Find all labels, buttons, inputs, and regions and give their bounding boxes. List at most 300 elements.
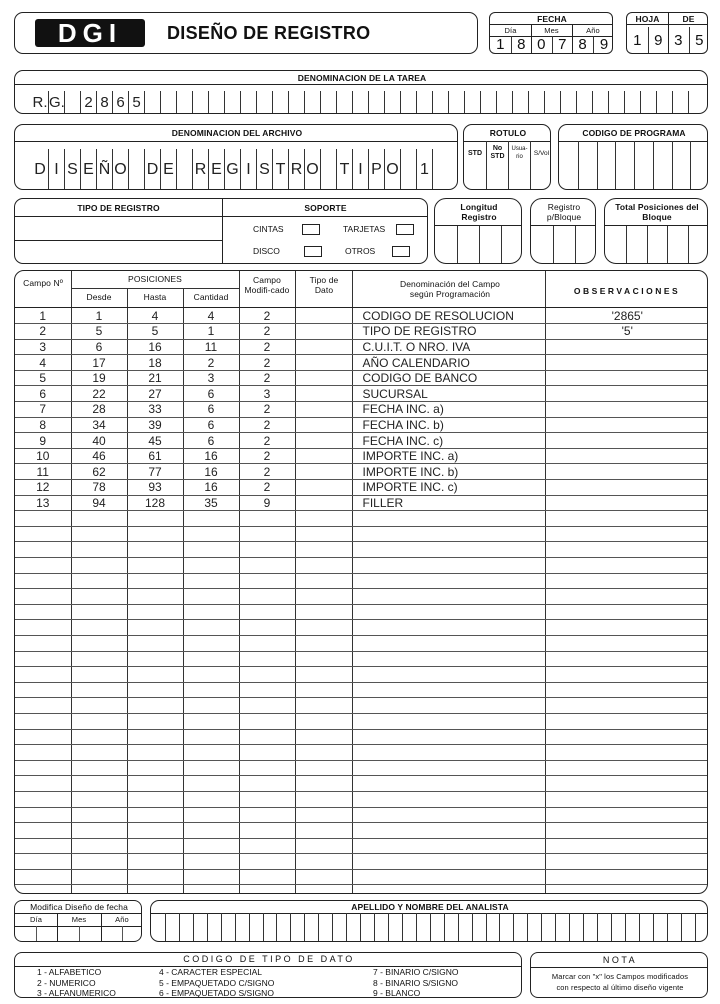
tarea-char-cell[interactable] [224,91,240,114]
tarea-char-cell[interactable] [240,91,256,114]
cell-hasta [127,791,183,807]
cell-campo: 8 [15,417,71,433]
cell-den [352,667,545,683]
tarea-char-cell[interactable] [608,91,624,114]
tarea-char-cell[interactable] [432,91,448,114]
cell-campo [15,526,71,542]
cell-campo [15,667,71,683]
archivo-char-cell[interactable]: 1 [416,149,432,190]
analista-char-cell[interactable] [221,913,235,942]
table-row [15,542,708,558]
rotulo-cols: STD No STD Usua-rio S/Vol [464,141,551,190]
cell-cantidad: 11 [183,339,239,355]
cell-desde: 46 [71,448,127,464]
table-row [15,791,708,807]
cell-desde: 94 [71,495,127,511]
cell-den [352,682,545,698]
otros-option[interactable] [345,246,410,257]
tarea-char-cell[interactable] [544,91,560,114]
cell-desde [71,745,127,761]
campo-header: Campo Nº [23,278,63,288]
tipo-soporte-box [14,198,428,264]
archivo-char-cell[interactable]: Ñ [96,149,112,190]
cell-campo: 13 [15,495,71,511]
cell-den: AÑO CALENDARIO [352,355,545,371]
analista-char-cell[interactable] [527,913,541,942]
cell-hasta: 45 [127,433,183,449]
tarea-char-cell[interactable] [400,91,416,114]
cell-desde: 22 [71,386,127,402]
cell-obs [545,386,708,402]
tarea-char-cell[interactable] [528,91,544,114]
cell-obs [545,402,708,418]
cell-desde [71,698,127,714]
cell-den: FECHA INC. a) [352,402,545,418]
analista-char-cell[interactable] [486,913,500,942]
cell-campo: 11 [15,464,71,480]
tarjetas-option[interactable] [343,224,414,235]
cell-desde: 6 [71,339,127,355]
cell-cantidad [183,823,239,839]
cell-tipo [295,542,352,558]
cell-mod: 2 [239,402,295,418]
cell-mod [239,620,295,636]
analista-char-cell[interactable] [207,913,221,942]
analista-char-cell[interactable] [402,913,416,942]
analista-char-cell[interactable] [681,913,695,942]
tarea-char-cell[interactable] [592,91,608,114]
cell-tipo [295,558,352,574]
cell-den [352,573,545,589]
cell-hasta [127,854,183,870]
table-row [15,776,708,792]
observaciones-header: OBSERVACIONES [573,286,681,296]
tarea-char-cell[interactable] [144,91,160,114]
table-row [15,324,708,340]
tarea-char-cell[interactable] [272,91,288,114]
analista-char-cell[interactable] [318,913,332,942]
analista-char-cell[interactable] [569,913,583,942]
tarea-char-cell[interactable]: G. [48,91,64,114]
archivo-char-cell[interactable]: P [368,149,384,190]
analista-char-cell[interactable] [416,913,430,942]
cintas-option[interactable] [253,224,320,235]
analista-char-cell[interactable] [430,913,444,942]
tarea-char-cell[interactable] [208,91,224,114]
cell-desde [71,838,127,854]
tarea-char-cell[interactable] [288,91,304,114]
nota-line-2: con respecto al último diseño vigente [556,983,684,992]
tarea-char-cell[interactable] [192,91,208,114]
cell-hasta: 5 [127,324,183,340]
cell-den [352,620,545,636]
analista-char-cell[interactable] [374,913,388,942]
cell-desde [71,854,127,870]
cell-campo: 9 [15,433,71,449]
cell-campo [15,651,71,667]
cell-campo: 5 [15,370,71,386]
rotulo-box [463,124,551,190]
analista-char-cell[interactable] [555,913,569,942]
nota-label: NOTA [602,955,638,965]
cell-cantidad [183,573,239,589]
cell-mod [239,651,295,667]
tarea-char-cell[interactable] [368,91,384,114]
analista-char-cell[interactable] [444,913,458,942]
cell-campo [15,542,71,558]
analista-char-cell[interactable] [472,913,486,942]
fields-table-box [14,270,708,894]
tarjetas-checkbox[interactable] [396,224,414,235]
analista-char-cell[interactable] [625,913,639,942]
archivo-char-cell[interactable]: O [384,149,400,190]
cell-mod [239,667,295,683]
tarea-char-cell[interactable] [352,91,368,114]
cell-tipo [295,495,352,511]
cell-mod [239,511,295,527]
tarea-char-cell[interactable]: 6 [112,91,128,114]
table-row [15,604,708,620]
cell-mod [239,760,295,776]
cell-hasta [127,838,183,854]
analista-char-cell[interactable] [695,913,708,942]
cell-hasta [127,869,183,885]
cell-den [352,807,545,823]
cell-campo: 12 [15,480,71,496]
tipo-code-6: 6 - EMPAQUETADO S/SIGNO [159,988,274,998]
cell-hasta: 128 [127,495,183,511]
tarea-char-cell[interactable] [496,91,512,114]
cell-hasta [127,511,183,527]
analista-char-cell[interactable] [193,913,207,942]
table-row [15,308,708,324]
cell-campo: 4 [15,355,71,371]
cell-cantidad [183,620,239,636]
cell-tipo [295,402,352,418]
cell-den [352,604,545,620]
analista-char-cell[interactable] [597,913,611,942]
cantidad-header: Cantidad [193,292,229,302]
table-row [15,667,708,683]
analista-char-cell[interactable] [653,913,667,942]
cell-obs [545,495,708,511]
cell-mod: 3 [239,386,295,402]
cintas-checkbox[interactable] [302,224,320,235]
analista-char-cell[interactable] [541,913,555,942]
cell-den: FECHA INC. b) [352,417,545,433]
archivo-char-cell[interactable]: G [224,149,240,190]
cell-cantidad [183,838,239,854]
archivo-char-cell[interactable]: R [288,149,304,190]
rotulo-label: ROTULO [489,128,527,138]
cell-obs [545,339,708,355]
cell-hasta [127,526,183,542]
cell-cantidad [183,807,239,823]
cell-obs [545,823,708,839]
cell-desde [71,620,127,636]
cell-cantidad [183,760,239,776]
cell-hasta [127,713,183,729]
modifica-mes-label: Mes [71,915,87,924]
cell-desde [71,823,127,839]
cell-hasta [127,807,183,823]
cell-campo [15,776,71,792]
analista-char-cell[interactable] [360,913,374,942]
tipo-code-3: 3 - ALFANUMERICO [37,988,116,998]
cell-cantidad: 6 [183,402,239,418]
archivo-char-cell[interactable]: D [34,161,46,178]
table-row [15,480,708,496]
cell-tipo [295,698,352,714]
archivo-char-cell[interactable] [176,149,192,190]
analista-cells[interactable] [151,913,708,942]
tarea-char-cell[interactable] [640,91,656,114]
mes-label: Mes [544,26,559,35]
table-row [15,729,708,745]
cell-den [352,698,545,714]
archivo-char-cell[interactable] [400,149,416,190]
cell-campo [15,869,71,885]
cell-obs [545,558,708,574]
cell-tipo [295,760,352,776]
analista-char-cell[interactable] [332,913,346,942]
cell-tipo [295,713,352,729]
archivo-char-cell[interactable] [320,149,336,190]
tarea-char-cell[interactable]: 2 [80,91,96,114]
table-row [15,620,708,636]
archivo-char-cell[interactable]: O [304,149,320,190]
cell-den [352,760,545,776]
cell-campo [15,558,71,574]
cell-desde [71,713,127,729]
cell-cantidad: 2 [183,355,239,371]
table-row [15,464,708,480]
cell-cantidad [183,729,239,745]
archivo-char-cell[interactable]: E [208,149,224,190]
cell-cantidad: 3 [183,370,239,386]
cell-tipo [295,480,352,496]
tarea-char-cell[interactable] [336,91,352,114]
cell-hasta [127,604,183,620]
cell-campo: 3 [15,339,71,355]
cell-mod [239,526,295,542]
cell-mod [239,838,295,854]
tarea-char-cell[interactable] [256,91,272,114]
tipo-code-2: 2 - NUMERICO [37,977,96,988]
analista-char-cell[interactable] [513,913,527,942]
table-row [15,417,708,433]
tarea-char-cell[interactable] [560,91,576,114]
archivo-char-cell[interactable]: I [48,149,64,190]
analista-char-cell[interactable] [263,913,277,942]
cell-mod [239,854,295,870]
tarea-char-cell[interactable] [480,91,496,114]
cell-obs [545,776,708,792]
analista-char-cell[interactable] [611,913,625,942]
table-row [15,698,708,714]
tipo-code-9: 9 - BLANCO [373,988,421,998]
analista-char-cell[interactable] [639,913,653,942]
cell-obs [545,511,708,527]
cell-cantidad: 35 [183,495,239,511]
analista-char-cell[interactable] [346,913,360,942]
otros-checkbox[interactable] [392,246,410,257]
cell-desde: 78 [71,480,127,496]
codigo-programa-label: CODIGO DE PROGRAMA [582,128,686,138]
tarea-char-cell[interactable]: 5 [128,91,144,114]
tarea-char-cell[interactable] [416,91,432,114]
fecha-digits: 1 8 0 7 8 9 [490,36,613,54]
denominacion-header: Denominación del Campo según Programación [399,279,500,299]
cell-desde [71,776,127,792]
hoja-box [626,12,708,54]
analista-char-cell[interactable] [304,913,318,942]
cell-campo [15,620,71,636]
cell-obs [545,729,708,745]
cell-tipo [295,386,352,402]
cell-desde: 5 [71,324,127,340]
cell-cantidad: 16 [183,464,239,480]
codigo-tipo-label: CODIGO DE TIPO DE DATO [183,954,355,964]
cell-campo [15,682,71,698]
cell-mod [239,635,295,651]
cell-mod: 2 [239,308,295,324]
cell-hasta [127,745,183,761]
archivo-char-cell[interactable]: E [160,149,176,190]
cell-campo [15,807,71,823]
cell-mod [239,573,295,589]
cell-cantidad: 6 [183,386,239,402]
modifica-box [14,900,142,942]
cell-den: FILLER [352,495,545,511]
cell-hasta [127,760,183,776]
cell-den [352,526,545,542]
analista-char-cell[interactable] [583,913,597,942]
dgi-logo: DGI [35,19,145,47]
cell-den: CODIGO DE BANCO [352,370,545,386]
cell-hasta: 27 [127,386,183,402]
cell-obs [545,760,708,776]
total-posiciones-box [604,198,708,264]
cell-mod: 2 [239,433,295,449]
archivo-char-cell[interactable]: E [80,149,96,190]
analista-char-cell[interactable] [388,913,402,942]
hoja-digits: 1 9 3 5 [627,27,708,54]
cell-cantidad: 16 [183,448,239,464]
tarea-char-cell[interactable]: 8 [96,91,112,114]
archivo-char-cell[interactable]: R [192,149,208,190]
analista-char-cell[interactable] [165,913,179,942]
archivo-char-cell[interactable]: D [144,149,160,190]
analista-char-cell[interactable] [235,913,249,942]
analista-char-cell[interactable] [458,913,472,942]
cell-den: IMPORTE INC. b) [352,464,545,480]
analista-char-cell[interactable] [290,913,304,942]
codigo-programa-box [558,124,708,190]
tipo-code-4: 4 - CARACTER ESPECIAL [159,967,262,977]
cell-cantidad [183,635,239,651]
tarea-cells [32,91,704,114]
cell-obs [545,355,708,371]
cell-den [352,823,545,839]
table-row [15,713,708,729]
cell-mod: 2 [239,370,295,386]
cell-tipo [295,838,352,854]
analista-char-cell[interactable] [499,913,513,942]
tarea-char-cell[interactable]: R. [32,94,48,111]
archivo-char-cell[interactable]: T [272,149,288,190]
cell-mod: 9 [239,495,295,511]
modifica-dia-label: Día [30,915,42,924]
tarea-char-cell[interactable] [576,91,592,114]
cell-campo: 2 [15,324,71,340]
cell-desde [71,651,127,667]
archivo-char-cell[interactable]: S [256,149,272,190]
tarea-char-cell[interactable] [160,91,176,114]
cell-campo [15,511,71,527]
tarea-char-cell[interactable] [304,91,320,114]
cell-obs [545,370,708,386]
fecha-label: FECHA [537,14,567,24]
cell-campo [15,589,71,605]
tarea-char-cell[interactable] [176,91,192,114]
tarea-char-cell[interactable] [672,91,688,114]
cell-obs [545,480,708,496]
archivo-char-cell[interactable]: T [336,149,352,190]
cell-hasta: 16 [127,339,183,355]
cell-cantidad [183,698,239,714]
tarea-label: DENOMINACION DE LA TAREA [297,73,427,83]
cell-obs [545,464,708,480]
archivo-char-cell[interactable]: I [240,149,256,190]
tarea-char-cell[interactable] [512,91,528,114]
tarea-char-cell[interactable] [448,91,464,114]
analista-char-cell[interactable] [179,913,193,942]
analista-char-cell[interactable] [276,913,290,942]
disco-checkbox[interactable] [304,246,322,257]
cell-tipo [295,511,352,527]
tarea-char-cell[interactable] [384,91,400,114]
analista-char-cell[interactable] [151,913,165,942]
tarea-char-cell[interactable] [64,91,80,114]
archivo-char-cell[interactable]: O [112,149,128,190]
tarea-char-cell[interactable] [688,91,704,114]
analista-char-cell[interactable] [667,913,681,942]
cell-mod: 2 [239,480,295,496]
cell-den [352,869,545,885]
analista-char-cell[interactable] [249,913,263,942]
archivo-char-cell[interactable]: S [64,149,80,190]
longitud-label: Longitud Registro [460,202,498,222]
cell-mod [239,729,295,745]
tarea-char-cell[interactable] [656,91,672,114]
table-row [15,854,708,870]
archivo-char-cell[interactable]: I [352,149,368,190]
tarea-char-cell[interactable] [320,91,336,114]
cell-mod [239,698,295,714]
archivo-char-cell[interactable] [128,149,144,190]
table-row [15,386,708,402]
archivo-char-cell[interactable] [432,149,448,190]
tarea-char-cell[interactable] [624,91,640,114]
cell-tipo [295,448,352,464]
cell-tipo [295,464,352,480]
cell-campo [15,713,71,729]
tarea-char-cell[interactable] [464,91,480,114]
cell-campo: 7 [15,402,71,418]
cell-mod [239,776,295,792]
disco-option[interactable] [253,246,322,257]
